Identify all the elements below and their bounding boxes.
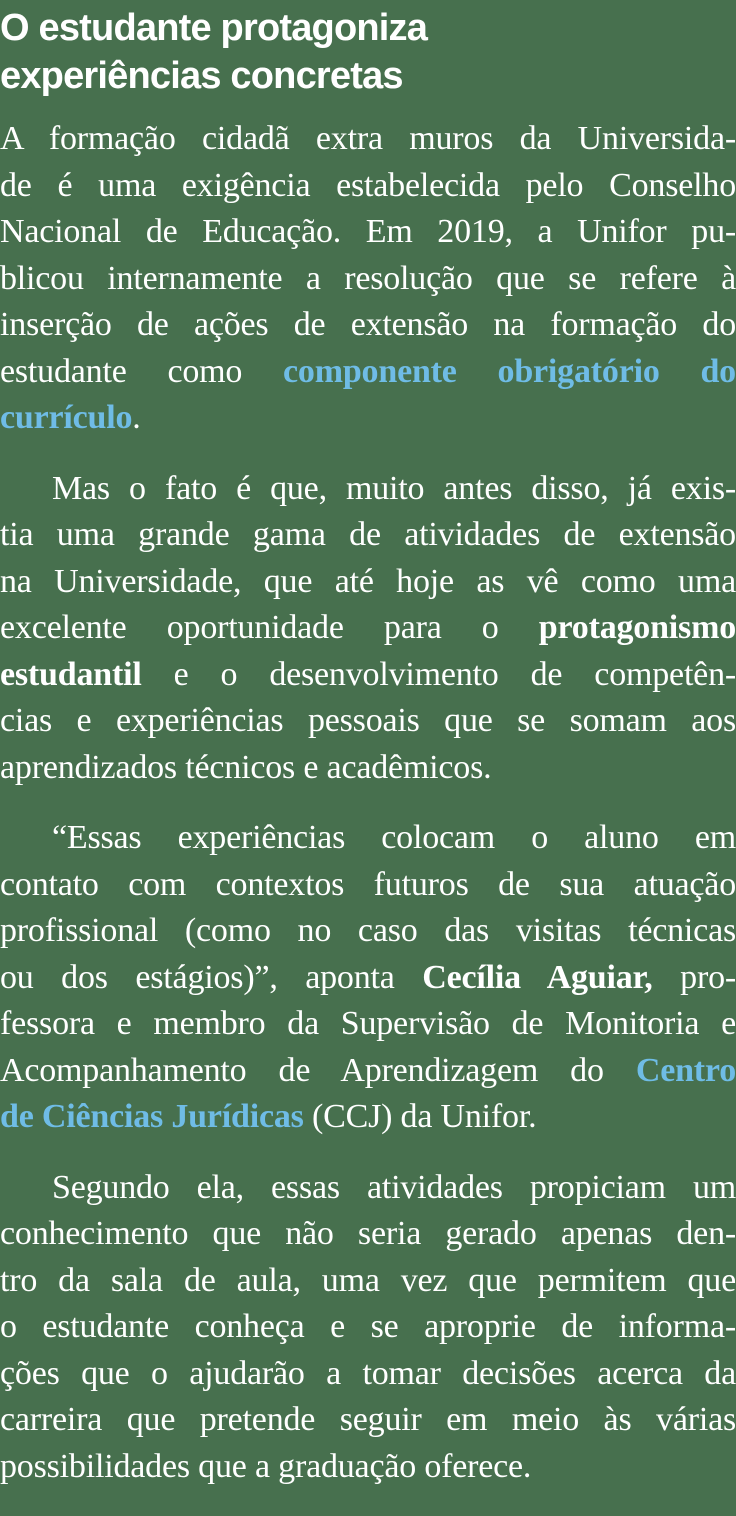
- text-segment: “Essas experiências colocam o aluno em: [52, 819, 736, 856]
- text-segment: contato com contextos futuros de sua atuação: [0, 865, 736, 903]
- article: [0, 116, 736, 1490]
- text-line: [0, 862, 736, 909]
- text-line: [0, 1351, 736, 1398]
- text-segment: blicou internamente a resolução que se refere à: [0, 259, 736, 297]
- text-segment: inserção de ações de extensão na formação do: [0, 306, 736, 343]
- text-line: [0, 1048, 736, 1095]
- text-line: [0, 1094, 736, 1141]
- headline-line-2: experiências concretas: [0, 55, 403, 97]
- text-line: [0, 605, 736, 652]
- text-line: [0, 745, 736, 792]
- text-segment: tia uma grande gama de atividades de extensão: [0, 516, 736, 553]
- text-line: [0, 1211, 736, 1258]
- text-line: [0, 349, 736, 396]
- paragraph: [0, 1165, 736, 1491]
- text-segment: na Universidade, que até hoje as vê como uma: [0, 562, 736, 600]
- text-line: [0, 302, 736, 349]
- bold-text: estudantil: [0, 655, 142, 693]
- paragraph: [0, 815, 736, 1141]
- text-segment: pro-: [652, 958, 736, 996]
- text-line: [0, 1304, 736, 1351]
- inline-link[interactable]: Centro: [635, 1051, 736, 1089]
- text-segment: Nacional de Educação. Em 2019, a Unifor pu-: [0, 213, 736, 250]
- text-line: [0, 1444, 736, 1491]
- text-segment: de é uma exigência estabelecida pelo Conselho: [0, 166, 736, 204]
- text-segment: excelente oportunidade para o: [0, 609, 539, 646]
- headline-line-1: O estudante protagoniza: [0, 7, 428, 49]
- text-segment: tro da sala de aula, uma vez que permitem que: [0, 1261, 736, 1299]
- text-segment: ou dos estágios)”, aponta: [0, 958, 423, 996]
- text-segment: Acompanhamento de Aprendizagem do: [0, 1051, 636, 1089]
- text-segment: cias e experiências pessoais que se somam aos: [0, 702, 736, 739]
- text-segment: A formação cidadã extra muros da Universida-: [0, 120, 736, 157]
- text-segment: possibilidades que a graduação oferece.: [0, 1447, 532, 1485]
- text-line: [0, 256, 736, 303]
- inline-link[interactable]: de Ciências Jurídicas: [0, 1098, 304, 1135]
- text-segment: (CCJ) da Unifor.: [303, 1098, 537, 1135]
- text-line: [0, 512, 736, 559]
- text-line: [0, 163, 736, 210]
- text-segment: o estudante conheça e se aproprie de informa-: [0, 1308, 736, 1345]
- text-segment: Mas o fato é que, muito antes disso, já exis-: [52, 469, 736, 507]
- text-line: [0, 1258, 736, 1305]
- page-title: [0, 4, 736, 100]
- text-segment: .: [132, 399, 141, 436]
- text-segment: estudante como: [0, 352, 284, 390]
- paragraph: [0, 466, 736, 792]
- bold-text: Cecília Aguiar,: [422, 958, 653, 996]
- text-line: [0, 1397, 736, 1444]
- text-segment: carreira que pretende seguir em meio às várias: [0, 1401, 736, 1438]
- text-segment: Segundo ela, essas atividades propiciam um: [52, 1168, 736, 1206]
- text-line: [0, 116, 736, 163]
- text-line: [0, 209, 736, 256]
- text-segment: profissional (como no caso das visitas técnicas: [0, 912, 736, 949]
- inline-link[interactable]: currículo: [0, 399, 133, 436]
- text-line: [0, 395, 736, 442]
- text-segment: aprendizados técnicos e acadêmicos.: [0, 748, 492, 786]
- text-segment: ções que o ajudarão a tomar decisões acerca da: [0, 1354, 736, 1392]
- text-line: [0, 815, 736, 862]
- text-line: [0, 698, 736, 745]
- bold-text: protagonismo: [538, 609, 736, 646]
- text-line: [0, 955, 736, 1002]
- text-line: [0, 652, 736, 699]
- text-segment: conhecimento que não seria gerado apenas den-: [0, 1215, 736, 1252]
- text-line: [0, 908, 736, 955]
- inline-link[interactable]: componente obrigatório do: [283, 352, 736, 390]
- text-segment: e o desenvolvimento de competên-: [141, 655, 736, 693]
- text-line: [0, 1001, 736, 1048]
- text-line: [0, 466, 736, 513]
- text-line: [0, 559, 736, 606]
- text-line: [0, 1165, 736, 1212]
- text-segment: fessora e membro da Supervisão de Monitoria e: [0, 1005, 736, 1042]
- paragraph: [0, 116, 736, 442]
